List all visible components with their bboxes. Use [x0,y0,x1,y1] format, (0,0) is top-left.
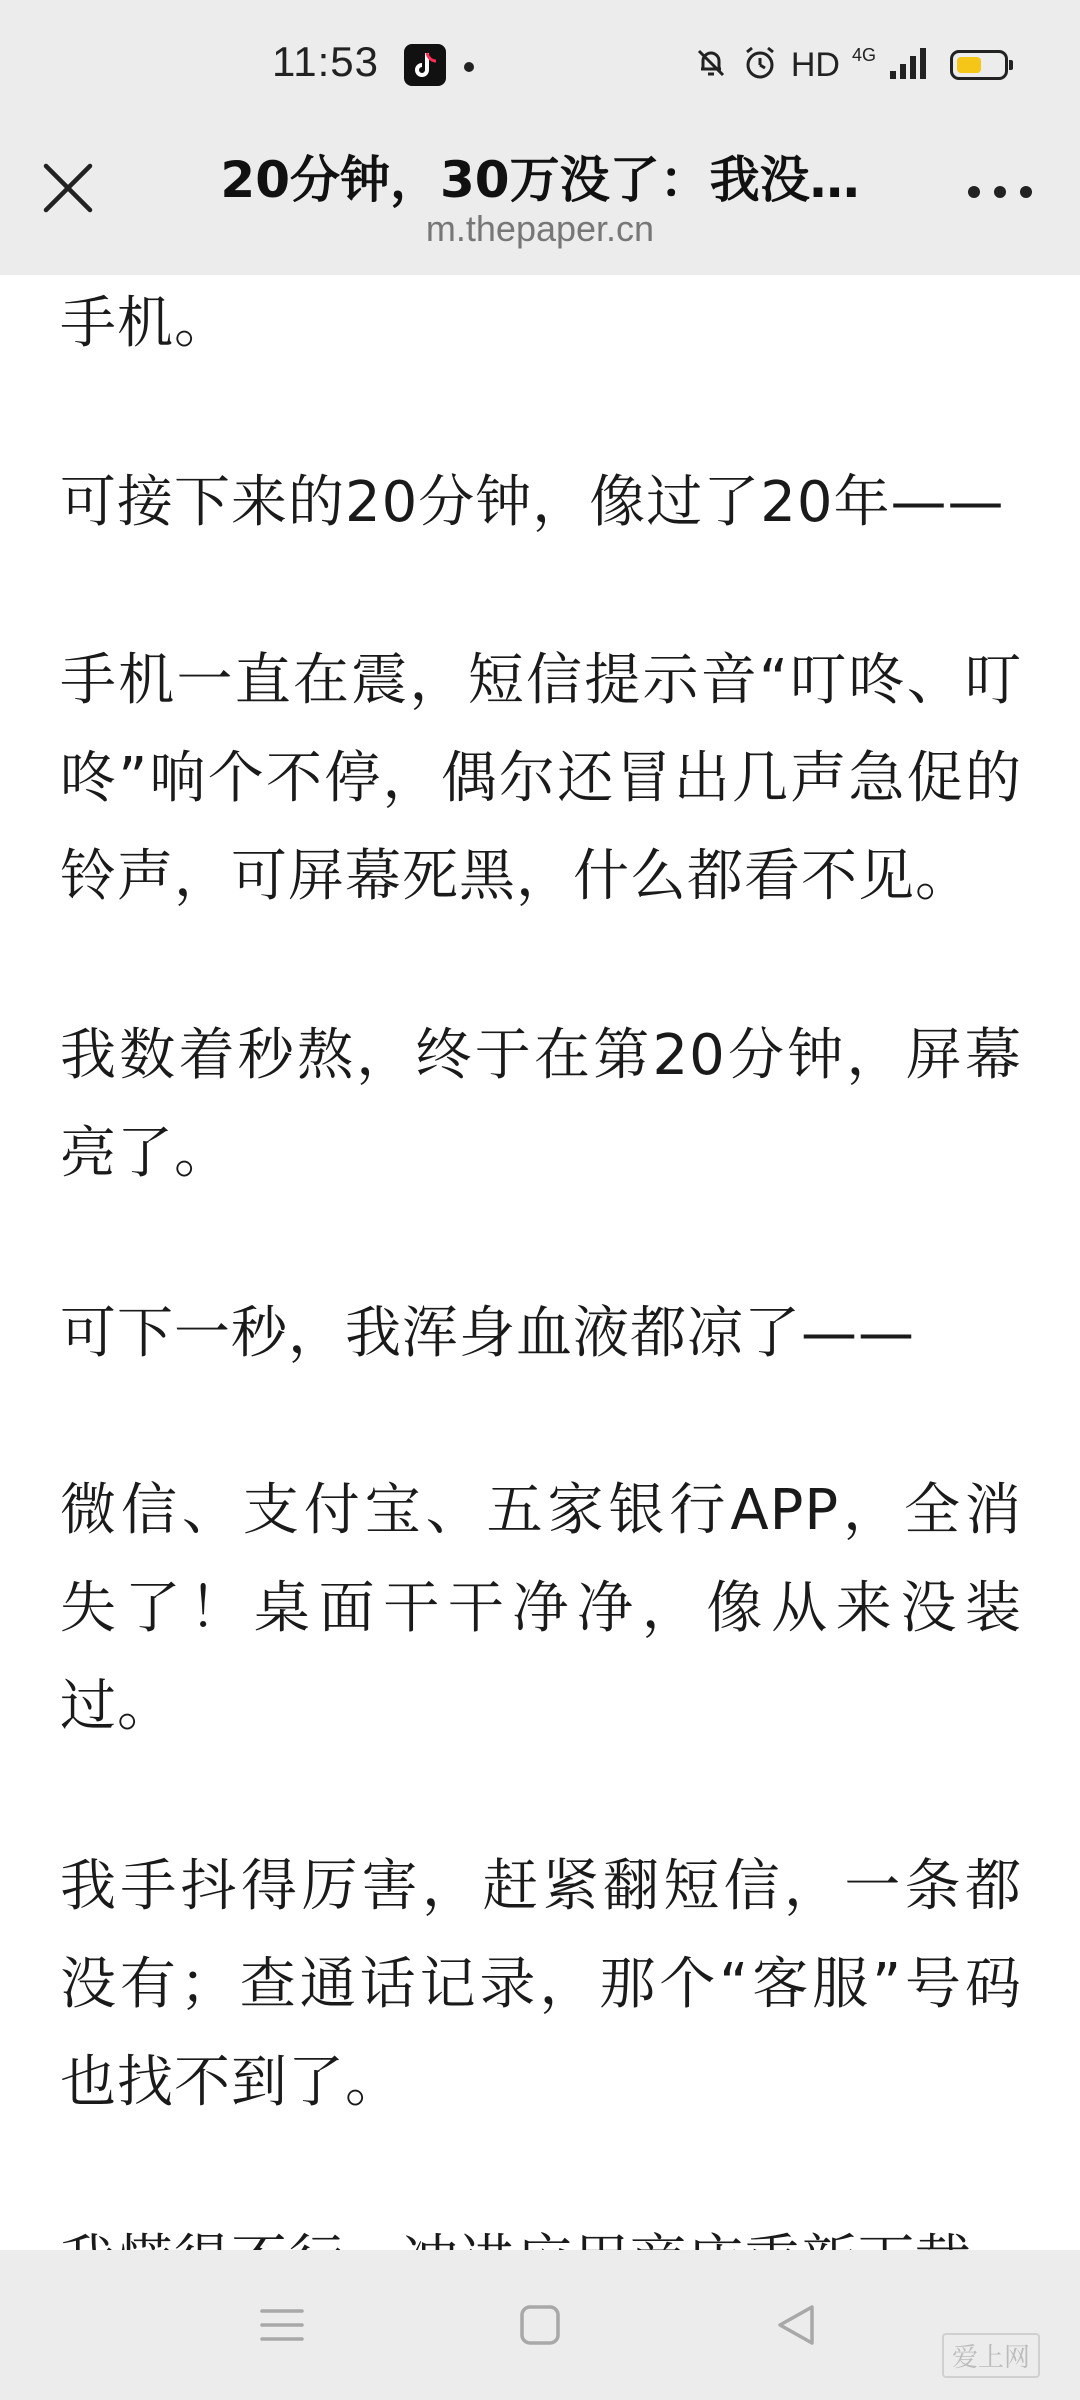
more-options-button[interactable] [960,160,1040,220]
signal-icon [888,45,928,86]
close-icon [40,160,96,216]
system-nav-bar [0,2250,1080,2400]
back-icon [766,2295,826,2355]
article-paragraph: 手机。 [60,291,231,356]
menu-button[interactable] [252,2295,312,2355]
battery-level-fill [957,57,981,73]
notification-dot-icon [464,62,474,72]
alarm-clock-icon [741,44,779,87]
network-type-label: 4G [851,45,876,65]
article-paragraph: 可下一秒，我浑身血液都凉了—— [60,1301,915,1366]
menu-icon [252,2295,312,2355]
watermark-logo: 爱上网 [942,2333,1040,2378]
tiktok-icon [404,44,446,86]
browser-header [0,130,1080,275]
close-button[interactable] [40,160,96,216]
page-url: m.thepaper.cn [425,208,655,249]
status-bar [0,0,1080,130]
mute-bell-icon [693,45,729,86]
article-paragraph: 可接下来的20分钟，像过了20年—— [60,470,1005,535]
article-paragraph: 手机一直在震，短信提示音“叮咚、叮咚”响个不停，偶尔还冒出几声急促的铃声，可屏幕死黑，什么都看不见。 [60,648,1022,909]
home-icon [510,2295,570,2355]
battery-icon [950,50,1008,80]
article-paragraph: 我手抖得厉害，赶紧翻短信，一条都没有；查通话记录，那个“客服”号码也找不到了。 [60,1854,1022,2115]
page-title: 20分钟，30万没了：我没… [220,151,860,209]
article-paragraph: 我数着秒熬，终于在第20分钟，屏幕亮了。 [60,1023,1022,1186]
status-time: 11:53 [272,38,379,85]
home-button[interactable] [510,2295,570,2355]
article-paragraph: 微信、支付宝、五家银行APP，全消失了！桌面干干净净，像从来没装过。 [60,1478,1022,1739]
back-button[interactable] [766,2295,826,2355]
hd-label: HD [790,45,840,84]
more-icon [960,160,1040,220]
status-icons [693,40,1008,90]
article-body[interactable] [0,275,1080,2250]
